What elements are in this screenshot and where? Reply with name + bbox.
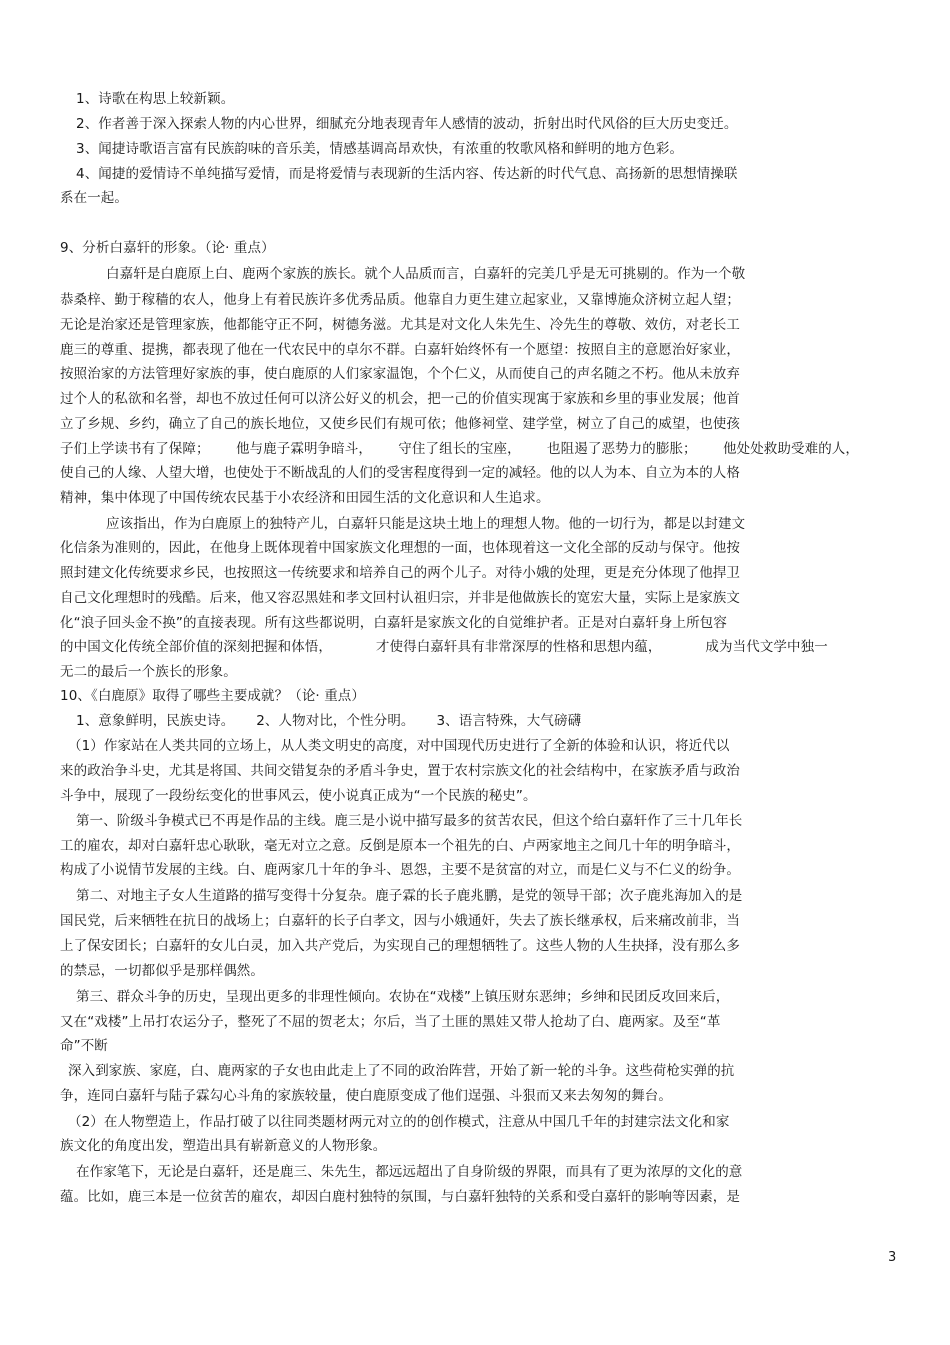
text-line: 斗争中，展现了一段纷纭变化的世事风云，使小说真正成为“一个民族的秘史”。 [60, 788, 537, 804]
text-line: 精神，集中体现了中国传统农民基于小农经济和田园生活的文化意识和人生追求。 [60, 490, 550, 506]
text-line: 使自己的人缘、人望大增，也使处于不断战乱的人们的受害程度得到一定的减轻。他的以人为本、自立为本的人格 [60, 465, 740, 481]
text-line: 过个人的私欲和名誉，却也不放过任何可以济公好义的机会，把一己的价值实现寓于家族和乡里的事业发展；他首 [60, 391, 740, 407]
text-line: 深入到家族、家庭，白、鹿两家的子女也由此走上了不同的政治阵营，开始了新一轮的斗争。这些荷枪实弹的抗 [68, 1063, 735, 1079]
page-number: 3 [888, 1250, 897, 1265]
text-line: 命”不断 [60, 1038, 108, 1054]
text-line: 无论是治家还是管理家族，他都能守正不阿，树德务滋。尤其是对文化人朱先生、冷先生的尊敬、效仿，对老长工 [60, 317, 740, 333]
text-line: （2）在人物塑造上，作品打破了以往同类题材两元对立的的创作模式，注意从中国几千年的封建宗法文化和家 [68, 1114, 730, 1130]
text-line: 来的政治争斗史，尤其是将国、共间交错复杂的矛盾斗争史，置于农村宗族文化的社会结构中，在家族矛盾与政治 [60, 763, 740, 779]
text-line: 化信条为准则的，因此，在他身上既体现着中国家族文化理想的一面，也体现着这一文化全部的反动与保守。他按 [60, 540, 740, 556]
text-line: 第三、群众斗争的历史，呈现出更多的非理性倾向。农协在“戏楼”上镇压财东恶绅；乡绅和民团反攻回来后， [76, 989, 730, 1005]
text-line: 国民党，后来牺牲在抗日的战场上；白嘉轩的长子白孝文，因与小娥通奸，失去了族长继承权，后来痛改前非，当 [60, 913, 740, 929]
text-line: 3、闻捷诗歌语言富有民族韵味的音乐美，情感基调高昂欢快，有浓重的牧歌风格和鲜明的地方色彩。 [76, 141, 684, 157]
text-line: 化“浪子回头金不换”的直接表现。所有这些都说明，白嘉轩是家族文化的自觉维护者。正是对白嘉轩身上所包容 [60, 615, 727, 631]
text-line: 1、诗歌在构思上较新颖。 [76, 91, 235, 107]
text-line: 争，连同白嘉轩与陆子霖勾心斗角的家族较量，使白鹿原变成了他们逞强、斗狠而又来去匆匆的舞台。 [60, 1088, 672, 1104]
text-line: 2、作者善于深入探索人物的内心世界，细腻充分地表现青年人感情的波动，折射出时代风俗的巨大历史变迁。 [76, 116, 738, 132]
text-line: 自己文化理想时的残酷。后来，他又容忍黑娃和孝文回村认祖归宗，并非是他做族长的宽宏大量，实际上是家族文 [60, 590, 740, 606]
text-line: 在作家笔下，无论是白嘉轩，还是鹿三、朱先生，都远远超出了自身阶级的界限，而具有了更为浓厚的文化的意 [76, 1164, 743, 1180]
text-line: 又在“戏楼”上吊打农运分子，整死了不屈的贺老太；尔后，当了土匪的黑娃又带人抢劫了白、鹿两家。及至“革 [60, 1014, 721, 1030]
text-line: 白嘉轩是白鹿原上白、鹿两个家族的族长。就个人品质而言，白嘉轩的完美几乎是无可挑剔的。作为一个敬 [106, 266, 746, 282]
text-line: 工的雇农，却对白嘉轩忠心耿耿，毫无对立之意。反倒是原本一个祖先的白、卢两家地主之间几十年的明争暗斗， [60, 838, 740, 854]
text-line: 按照治家的方法管理好家族的事，使白鹿原的人们家家温饱，个个仁义，从而使自己的声名随之不朽。他从未放弃 [60, 366, 740, 382]
section-heading: 10、《白鹿原》取得了哪些主要成就？（论· 重点） [60, 688, 366, 704]
section-heading: 9、分析白嘉轩的形象。（论· 重点） [60, 240, 275, 256]
text-line: 蕴。比如，鹿三本是一位贫苦的雇农，却因白鹿村独特的氛围，与白嘉轩独特的关系和受白嘉轩的影响等因素，是 [60, 1189, 740, 1205]
text-line: 鹿三的尊重、提携，都表现了他在一代农民中的卓尔不群。白嘉轩始终怀有一个愿望：按照自主的意愿治好家业， [60, 342, 740, 358]
text-line: 子们上学读书有了保障； 他与鹿子霖明争暗斗， 守住了组长的宝座， 也阻遏了恶势力的膨胀； 他处处救助受难的人， [60, 441, 859, 457]
text-line: 上了保安团长；白嘉轩的女儿白灵，加入共产党后，为实现自己的理想牺牲了。这些人物的人生抉择，没有那么多 [60, 938, 740, 954]
text-line: 系在一起。 [60, 190, 128, 206]
text-line: 照封建文化传统要求乡民，也按照这一传统要求和培养自己的两个儿子。对待小娥的处理，更是充分体现了他捍卫 [60, 565, 740, 581]
text-line: 1、意象鲜明，民族史诗。 2、人物对比，个性分明。 3、语言特殊，大气磅礴 [76, 713, 582, 729]
text-line: 的禁忌，一切都似乎是那样偶然。 [60, 963, 264, 979]
text-line: 第一、阶级斗争模式已不再是作品的主线。鹿三是小说中描写最多的贫苦农民，但这个给白嘉轩作了三十几年长 [76, 813, 743, 829]
text-line: 第二、对地主子女人生道路的描写变得十分复杂。鹿子霖的长子鹿兆鹏，是党的领导干部；次子鹿兆海加入的是 [76, 888, 743, 904]
text-line: 构成了小说情节发展的主线。白、鹿两家几十年的争斗、恩怨，主要不是贫富的对立，而是仁义与不仁义的纷争。 [60, 862, 740, 878]
text-line: （1）作家站在人类共同的立场上，从人类文明史的高度，对中国现代历史进行了全新的体验和认识，将近代以 [68, 738, 730, 754]
text-line: 族文化的角度出发，塑造出具有崭新意义的人物形象。 [60, 1138, 387, 1154]
text-line: 立了乡规、乡约，确立了自己的族长地位，又使乡民们有规可依；他修祠堂、建学堂，树立了自己的威望，也使孩 [60, 416, 740, 432]
text-line: 应该指出，作为白鹿原上的独特产儿，白嘉轩只能是这块土地上的理想人物。他的一切行为，都是以封建文 [106, 516, 746, 532]
text-line: 无二的最后一个族长的形象。 [60, 664, 237, 680]
text-line: 恭桑梓、勤于稼穑的农人，他身上有着民族许多优秀品质。他靠自力更生建立起家业，又靠博施众济树立起人望； [60, 292, 740, 308]
text-line: 4、闻捷的爱情诗不单纯描写爱情，而是将爱情与表现新的生活内容、传达新的时代气息、高扬新的思想情操联 [76, 166, 738, 182]
text-line: 的中国文化传统全部价值的深刻把握和体悟， 才使得白嘉轩具有非常深厚的性格和思想内蕴， 成为当代文学中独一 [60, 639, 828, 655]
